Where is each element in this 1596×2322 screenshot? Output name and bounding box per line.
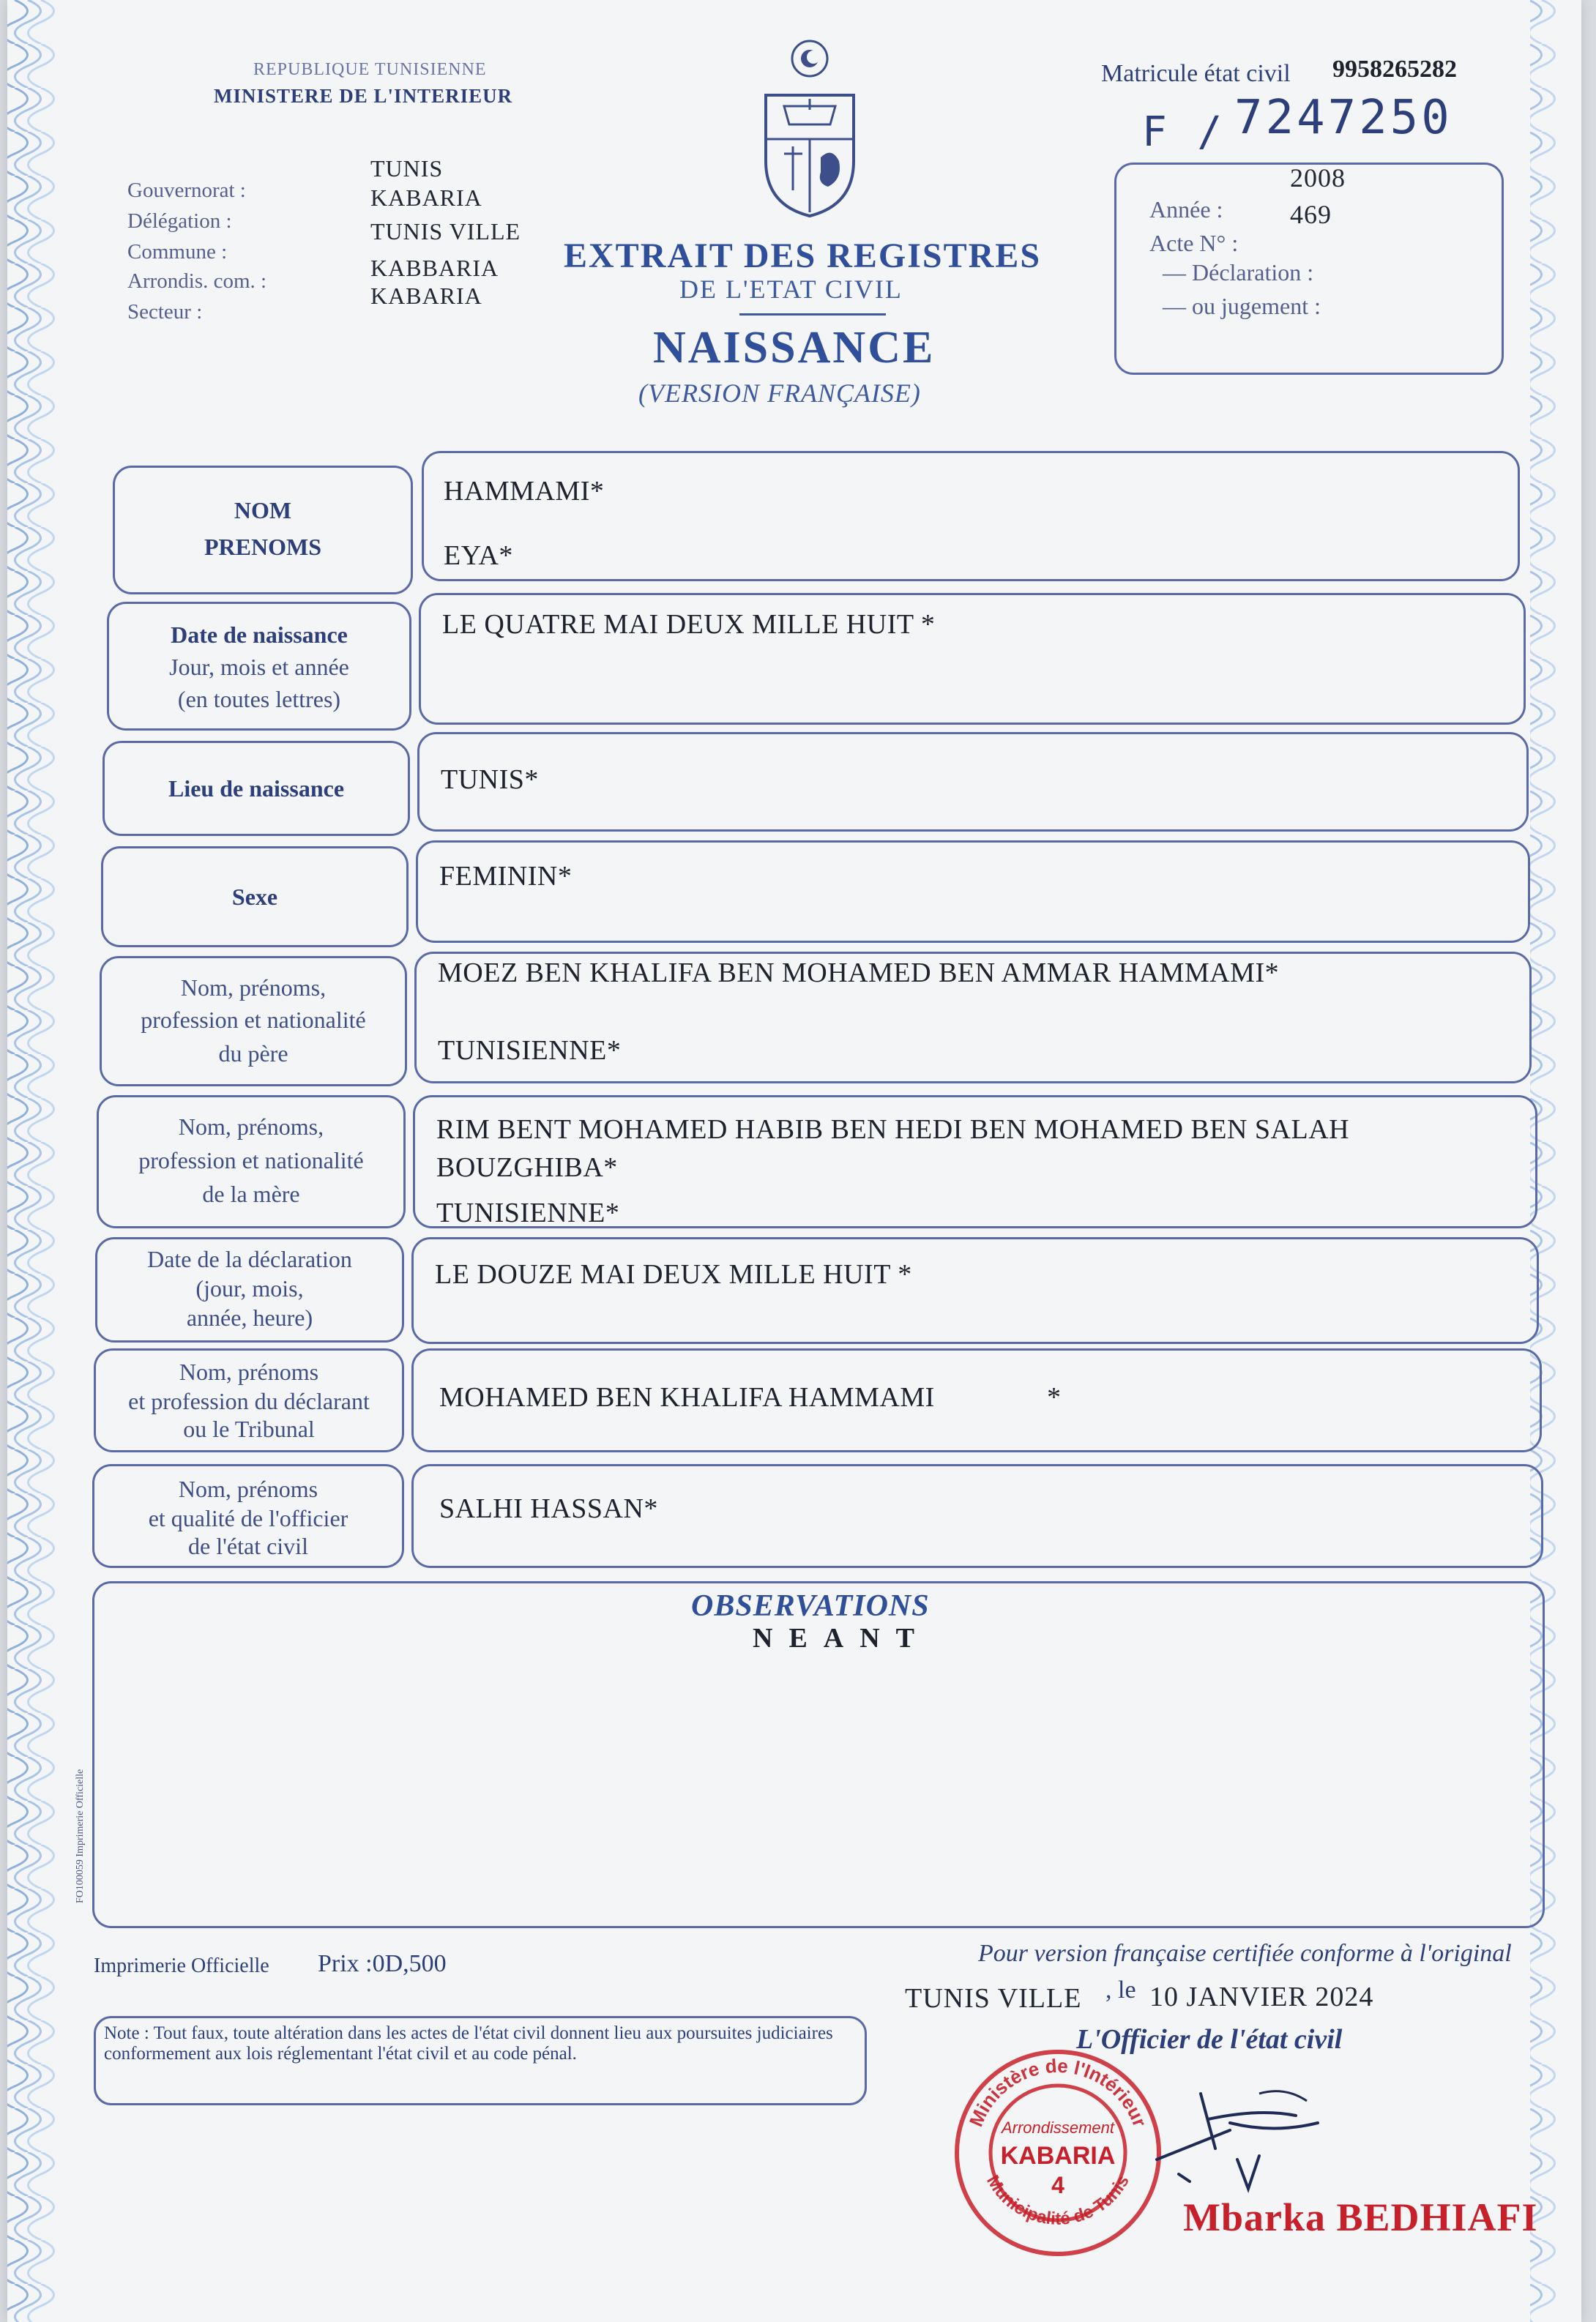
republic-title: REPUBLIQUE TUNISIENNE [253, 60, 487, 79]
matricule-value: 9958265282 [1332, 56, 1457, 83]
certification-text: Pour version française certifiée conforme à l'original [978, 1940, 1512, 1967]
price-label: Prix :0D,500 [318, 1950, 447, 1977]
document-page [7, 0, 1581, 2322]
officier-label-1: Nom, prénoms [178, 1476, 318, 1502]
pere-label-3: du père [218, 1040, 288, 1067]
svg-text:KABARIA: KABARIA [1000, 2142, 1116, 2170]
svg-text:Arrondissement: Arrondissement [1001, 2118, 1115, 2137]
pere-nat-value: TUNISIENNE* [438, 1035, 622, 1066]
officer-title: L'Officier de l'état civil [1076, 2024, 1343, 2055]
svg-text:4: 4 [1051, 2172, 1064, 2198]
issue-date: 10 JANVIER 2024 [1149, 1982, 1374, 2012]
svg-text:Municipalité de Tunis: Municipalité de Tunis [982, 2171, 1133, 2229]
prenoms-label: PRENOMS [204, 534, 321, 560]
pere-nom-value: MOEZ BEN KHALIFA BEN MOHAMED BEN AMMAR HAMMAMI* [438, 957, 1280, 988]
observations-title: OBSERVATIONS [691, 1589, 930, 1623]
officier-label-3: de l'état civil [188, 1533, 308, 1559]
delegation-label: Délégation : [127, 209, 232, 233]
dob-sub2: (en toutes lettres) [177, 686, 341, 712]
version-francaise: (VERSION FRANÇAISE) [638, 378, 921, 408]
gouvernorat-label: Gouvernorat : [127, 179, 246, 202]
dob-value: LE QUATRE MAI DEUX MILLE HUIT * [442, 609, 936, 640]
mere-label-2: profession et nationalité [138, 1147, 364, 1173]
printer-label: Imprimerie Officielle [94, 1955, 269, 1977]
declaration-date-label-3: année, heure) [186, 1304, 313, 1331]
lieu-value: TUNIS* [441, 764, 539, 795]
delegation-value: KABARIA [370, 184, 482, 211]
form-number: 7247250 [1234, 91, 1453, 145]
secteur-label: Secteur : [127, 300, 203, 324]
declarant-star: * [1047, 1382, 1062, 1413]
dob-label: Date de naissance [171, 621, 348, 648]
annee-label: Année : [1149, 196, 1223, 223]
printer-code-vertical: FO100059 Imprimerie Officielle [75, 1769, 86, 1903]
declaration-date-label-1: Date de la déclaration [147, 1246, 352, 1272]
lieu-value-box [417, 732, 1529, 832]
declarant-label-2: et profession du déclarant [128, 1388, 370, 1414]
form-prefix: F / [1142, 108, 1226, 156]
declarant-label-1: Nom, prénoms [179, 1359, 319, 1385]
svg-text:Ministère de l'Intérieur: Ministère de l'Intérieur [964, 2054, 1152, 2130]
mere-nom-value-1: RIM BENT MOHAMED HABIB BEN HEDI BEN MOHAMED BEN SALAH [436, 1114, 1350, 1145]
signature-scribble [1149, 2079, 1340, 2196]
jugement-label: — ou jugement : [1163, 293, 1321, 319]
acte-label: Acte N° : [1149, 230, 1239, 256]
dob-sub1: Jour, mois et année [169, 654, 349, 680]
document-title: EXTRAIT DES REGISTRES [564, 236, 1042, 275]
matricule-label: Matricule état civil [1101, 60, 1291, 87]
declaration-label: — Déclaration : [1163, 259, 1314, 285]
lieu-label: Lieu de naissance [168, 775, 345, 802]
nom-value-box [422, 451, 1520, 581]
arrondissement-label: Arrondis. com. : [127, 269, 267, 293]
declaration-date-value: LE DOUZE MAI DEUX MILLE HUIT * [435, 1259, 912, 1290]
nom-value: HAMMAMI* [444, 476, 605, 507]
declarant-label-3: ou le Tribunal [183, 1416, 315, 1442]
observations-value: NEANT [753, 1623, 931, 1654]
pere-label-2: profession et nationalité [141, 1007, 366, 1033]
mere-label-1: Nom, prénoms, [178, 1113, 324, 1140]
declarant-value: MOHAMED BEN KHALIFA HAMMAMI [439, 1382, 935, 1413]
acte-value: 469 [1290, 200, 1332, 229]
mere-label-3: de la mère [202, 1181, 300, 1207]
gouvernorat-value: TUNIS [370, 155, 444, 182]
sexe-label: Sexe [231, 884, 278, 910]
ministry-title: MINISTERE DE L'INTERIEUR [214, 85, 513, 107]
declaration-date-label-2: (jour, mois, [195, 1275, 304, 1302]
issue-le: , le [1105, 1976, 1136, 2004]
document-subtitle: DE L'ETAT CIVIL [679, 275, 903, 304]
mere-nom-value-2: BOUZGHIBA* [436, 1152, 618, 1183]
legal-note: Note : Tout faux, toute altération dans les actes de l'état civil donnent lieu aux poursuites judiciaires conformement aux lois réglementant l'état civil et au code pénal. [104, 2023, 833, 2064]
officier-value: SALHI HASSAN* [439, 1493, 658, 1524]
official-stamp [952, 2047, 1164, 2259]
signer-name: Mbarka BEDHIAFI [1183, 2195, 1538, 2239]
coat-of-arms-emblem [744, 37, 876, 220]
issue-place: TUNIS VILLE [905, 1983, 1082, 2014]
nom-label: NOM [234, 497, 292, 523]
mere-nat-value: TUNISIENNE* [436, 1198, 620, 1228]
sexe-value-box [416, 840, 1530, 943]
left-guilloche-border [7, 0, 81, 2322]
nom-label-box [113, 466, 413, 594]
secteur-value: KABARIA [370, 283, 482, 309]
naissance-title: NAISSANCE [653, 323, 936, 373]
arrondissement-value: KABBARIA [370, 255, 499, 281]
sexe-value: FEMININ* [439, 861, 573, 892]
pere-label-1: Nom, prénoms, [180, 974, 327, 1001]
annee-value: 2008 [1290, 163, 1346, 193]
commune-value: TUNIS VILLE [370, 218, 521, 244]
title-divider [739, 313, 886, 316]
prenoms-value: EYA* [444, 540, 513, 571]
commune-label: Commune : [127, 240, 228, 264]
officier-label-2: et qualité de l'officier [148, 1505, 348, 1531]
